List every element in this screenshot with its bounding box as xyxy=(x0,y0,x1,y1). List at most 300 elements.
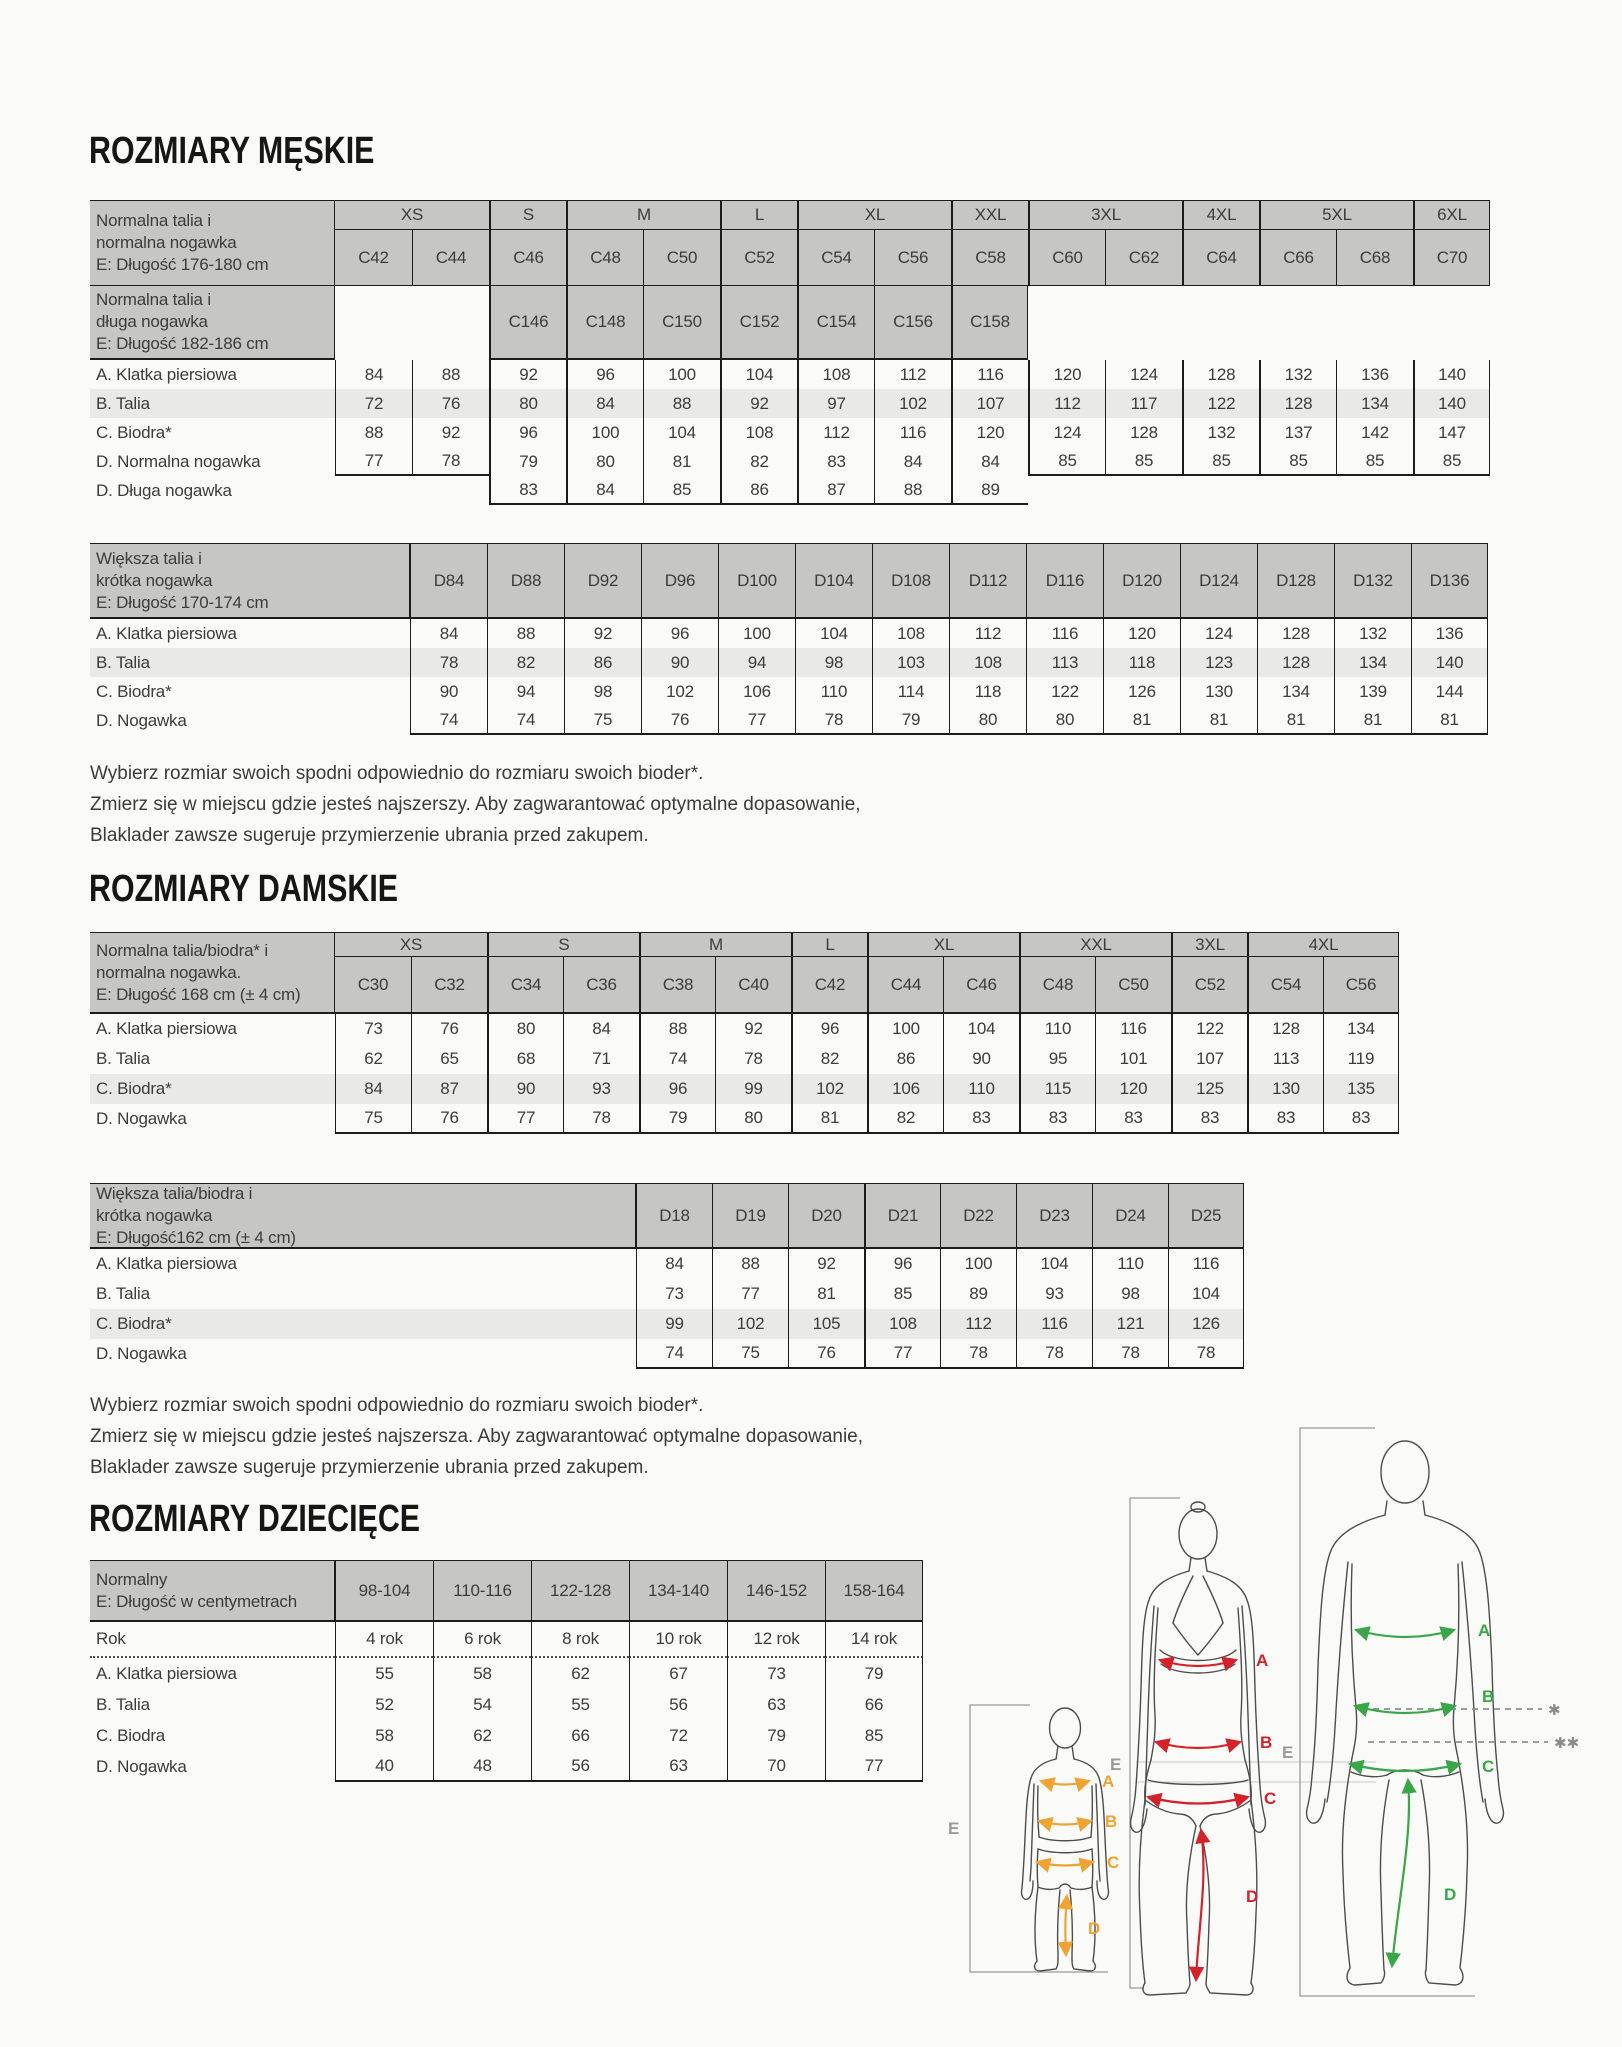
size-code: C54 xyxy=(1247,957,1323,1014)
table-header-label xyxy=(90,200,335,286)
header-label-line: Większa talia i xyxy=(96,548,202,568)
row-label: A. Klatka piersiowa xyxy=(96,364,237,384)
value-cell: 77 xyxy=(487,1104,563,1134)
value-cell: 137 xyxy=(1259,418,1336,447)
woman-hips-letter: C xyxy=(1264,1789,1277,1808)
value-cell: 76 xyxy=(412,389,489,418)
value-cell: 56 xyxy=(531,1751,629,1782)
value-cell: 73 xyxy=(636,1279,712,1309)
row-label: B. Talia xyxy=(96,1049,150,1068)
size-code: C38 xyxy=(639,957,715,1014)
size-group: XL xyxy=(797,200,951,230)
man-waist-letter: B xyxy=(1482,1687,1495,1706)
value-cell: 92 xyxy=(720,389,797,418)
value-cell: 62 xyxy=(335,1044,411,1074)
value-cell: 116 xyxy=(1095,1014,1171,1044)
path-shape xyxy=(1035,1960,1058,1971)
value-cell: 120 xyxy=(1103,619,1180,648)
size-code: C46 xyxy=(489,230,566,286)
row-label: C. Biodra* xyxy=(96,422,172,442)
size-group: S xyxy=(489,200,566,230)
note-line: Zmierz się w miejscu gdzie jesteś najszerszy. Aby zagwarantować optymalne dopasowanie, xyxy=(90,794,861,815)
value-cell: 106 xyxy=(718,677,795,706)
value-cell: 82 xyxy=(720,447,797,476)
value-cell: 108 xyxy=(797,360,874,389)
value-cell: 63 xyxy=(629,1751,727,1782)
value-cell: 81 xyxy=(791,1104,867,1134)
value-cell: 86 xyxy=(867,1044,943,1074)
value-cell: 108 xyxy=(872,619,949,648)
size-range: 98-104 xyxy=(335,1560,433,1622)
row-label: D. Nogawka xyxy=(96,1109,187,1128)
size-code: C36 xyxy=(563,957,639,1014)
value-cell: 106 xyxy=(867,1074,943,1104)
value-cell: 65 xyxy=(411,1044,487,1074)
year-cell: 4 rok xyxy=(335,1622,433,1658)
value-cell: 80 xyxy=(566,447,643,476)
value-cell: 114 xyxy=(872,677,949,706)
size-code: C56 xyxy=(874,230,951,286)
value-cell: 130 xyxy=(1247,1074,1323,1104)
table-header-label xyxy=(90,1560,335,1622)
woman-figure xyxy=(1110,1502,1276,1995)
value-cell: 84 xyxy=(563,1014,639,1044)
size-group: M xyxy=(566,200,720,230)
value-cell: 88 xyxy=(487,619,564,648)
size-code: C66 xyxy=(1259,230,1336,286)
path-shape xyxy=(1038,1837,1092,1853)
men-notes xyxy=(90,758,1290,851)
value-cell: 107 xyxy=(951,389,1028,418)
size-code: D84 xyxy=(410,543,487,619)
empty-cell xyxy=(1413,476,1490,505)
header-label-line: E: Długość 182-186 cm xyxy=(96,334,269,353)
value-cell: 82 xyxy=(791,1044,867,1074)
value-cell: 83 xyxy=(943,1104,1019,1134)
path-shape xyxy=(1131,1571,1189,1832)
table-header-label xyxy=(90,932,335,1014)
value-cell: 136 xyxy=(1336,360,1413,389)
row-label: A. Klatka piersiowa xyxy=(96,1663,237,1683)
size-code: C60 xyxy=(1028,230,1105,286)
man-measure-arrows xyxy=(1350,1630,1460,1966)
size-code: C62 xyxy=(1105,230,1182,286)
value-cell: 94 xyxy=(718,648,795,677)
value-cell: 125 xyxy=(1171,1074,1247,1104)
value-cell: 108 xyxy=(949,648,1026,677)
value-cell: 67 xyxy=(629,1658,727,1689)
value-cell: 101 xyxy=(1095,1044,1171,1074)
value-cell: 78 xyxy=(412,447,489,476)
size-group: XL xyxy=(867,932,1019,957)
value-cell: 66 xyxy=(825,1689,923,1720)
size-group: 6XL xyxy=(1413,200,1490,230)
value-cell: 54 xyxy=(433,1689,531,1720)
size-range: 146-152 xyxy=(727,1560,825,1622)
value-cell: 92 xyxy=(715,1014,791,1044)
size-code-long: C156 xyxy=(874,286,951,360)
value-cell: 73 xyxy=(727,1658,825,1689)
size-code: C56 xyxy=(1323,957,1399,1014)
value-cell: 144 xyxy=(1411,677,1488,706)
value-cell: 94 xyxy=(487,677,564,706)
footnote-dashed-lines xyxy=(1362,1709,1548,1742)
value-cell: 108 xyxy=(864,1309,940,1339)
child-chest-letter: A xyxy=(1102,1772,1115,1791)
value-cell: 55 xyxy=(335,1658,433,1689)
size-range: 158-164 xyxy=(825,1560,923,1622)
value-cell: 102 xyxy=(874,389,951,418)
value-cell: 84 xyxy=(335,360,412,389)
value-cell: 85 xyxy=(1259,447,1336,476)
path-shape xyxy=(1039,1821,1091,1825)
table-header-label xyxy=(90,543,410,619)
size-code: C42 xyxy=(791,957,867,1014)
value-cell: 100 xyxy=(867,1014,943,1044)
value-cell: 85 xyxy=(1028,447,1105,476)
value-cell: 89 xyxy=(951,476,1028,505)
men-normal-waist-table xyxy=(90,200,1490,505)
women-larger-waist-table xyxy=(90,1183,1244,1369)
value-cell: 110 xyxy=(1092,1249,1168,1279)
value-cell: 96 xyxy=(864,1249,940,1279)
size-group: 5XL xyxy=(1259,200,1413,230)
value-cell: 140 xyxy=(1413,389,1490,418)
path-shape xyxy=(1038,1884,1092,1889)
path-shape xyxy=(1143,1983,1190,1995)
double-asterisk-mark: ✱✱ xyxy=(1554,1735,1580,1752)
size-code-long: C152 xyxy=(720,286,797,360)
value-cell: 79 xyxy=(825,1658,923,1689)
value-cell: 116 xyxy=(1026,619,1103,648)
man-figure xyxy=(1282,1441,1579,1985)
value-cell: 78 xyxy=(1016,1339,1092,1369)
value-cell: 98 xyxy=(564,677,641,706)
size-code: D19 xyxy=(712,1183,788,1249)
value-cell: 92 xyxy=(412,418,489,447)
value-cell: 82 xyxy=(487,648,564,677)
value-cell: 142 xyxy=(1336,418,1413,447)
size-group: 4XL xyxy=(1182,200,1259,230)
value-cell: 147 xyxy=(1413,418,1490,447)
row-label: C. Biodra* xyxy=(96,681,172,701)
size-code: C50 xyxy=(1095,957,1171,1014)
size-code: C68 xyxy=(1336,230,1413,286)
value-cell: 119 xyxy=(1323,1044,1399,1074)
value-cell: 93 xyxy=(1016,1279,1092,1309)
value-cell: 130 xyxy=(1180,677,1257,706)
path-shape xyxy=(1160,1650,1236,1673)
path-shape xyxy=(1156,1742,1240,1748)
value-cell: 77 xyxy=(825,1751,923,1782)
path-shape xyxy=(1425,1968,1463,1985)
path-shape xyxy=(1351,1772,1459,1777)
size-code: D120 xyxy=(1103,543,1180,619)
woman-leg-letter: D xyxy=(1246,1887,1259,1906)
path-shape xyxy=(1072,1960,1095,1971)
path-shape xyxy=(1037,1862,1093,1866)
value-cell: 112 xyxy=(797,418,874,447)
value-cell: 132 xyxy=(1182,418,1259,447)
size-code: D136 xyxy=(1411,543,1488,619)
value-cell: 140 xyxy=(1411,648,1488,677)
value-cell: 136 xyxy=(1411,619,1488,648)
size-code: C44 xyxy=(412,230,489,286)
value-cell: 88 xyxy=(639,1014,715,1044)
value-cell: 81 xyxy=(1257,706,1334,735)
value-cell: 105 xyxy=(788,1309,864,1339)
size-code: D24 xyxy=(1092,1183,1168,1249)
value-cell: 132 xyxy=(1259,360,1336,389)
value-cell: 78 xyxy=(940,1339,1016,1369)
value-cell: 84 xyxy=(636,1249,712,1279)
path-shape xyxy=(1145,1606,1251,1805)
size-code: D112 xyxy=(949,543,1026,619)
value-cell: 99 xyxy=(715,1074,791,1104)
value-cell: 110 xyxy=(1019,1014,1095,1044)
row-label: C. Biodra xyxy=(96,1725,166,1745)
size-code-long: C158 xyxy=(951,286,1028,360)
value-cell: 103 xyxy=(872,648,949,677)
value-cell: 100 xyxy=(940,1249,1016,1279)
row-label: C. Biodra* xyxy=(90,1074,335,1104)
value-cell: 78 xyxy=(715,1044,791,1074)
size-group: XS xyxy=(335,200,489,230)
value-cell: 84 xyxy=(410,619,487,648)
path-shape xyxy=(1350,1764,1460,1771)
size-group: XXL xyxy=(1019,932,1171,957)
value-cell: 88 xyxy=(874,476,951,505)
value-cell: 87 xyxy=(797,476,874,505)
value-cell: 128 xyxy=(1259,389,1336,418)
value-cell: 77 xyxy=(718,706,795,735)
empty-cell xyxy=(1182,476,1259,505)
value-cell: 88 xyxy=(643,389,720,418)
path-shape xyxy=(1206,1983,1253,1995)
value-cell: 93 xyxy=(563,1074,639,1104)
woman-height-bracket xyxy=(1130,1498,1180,1988)
size-code: C40 xyxy=(715,957,791,1014)
header-label-line: E: Długość 170-174 cm xyxy=(96,592,269,612)
value-cell: 81 xyxy=(643,447,720,476)
empty-cell xyxy=(1105,476,1182,505)
value-cell: 87 xyxy=(411,1074,487,1104)
empty-cell xyxy=(335,476,412,505)
size-code-long: C150 xyxy=(643,286,720,360)
size-code-long: C148 xyxy=(566,286,643,360)
row-label: D. Nogawka xyxy=(96,1756,187,1776)
size-group: L xyxy=(720,200,797,230)
size-code-long: C146 xyxy=(489,286,566,360)
man-height-letter: E xyxy=(1282,1743,1294,1762)
header-label-line: E: Długość 168 cm (± 4 cm) xyxy=(96,984,301,1004)
value-cell: 80 xyxy=(949,706,1026,735)
value-cell: 88 xyxy=(412,360,489,389)
row-label: D. Długa nogawka xyxy=(96,480,232,500)
value-cell: 90 xyxy=(410,677,487,706)
note-line: Blaklader zawsze sugeruje przymierzenie ubrania przed zakupem. xyxy=(90,825,649,846)
value-cell: 79 xyxy=(639,1104,715,1134)
path-shape xyxy=(1151,1608,1245,1760)
value-cell: 62 xyxy=(433,1720,531,1751)
value-cell: 116 xyxy=(951,360,1028,389)
value-cell: 83 xyxy=(489,476,566,505)
value-cell: 112 xyxy=(874,360,951,389)
header-label-line: Większa talia/biodra i xyxy=(96,1183,253,1203)
man-chest-letter: A xyxy=(1478,1621,1491,1640)
header-label-line: normalna nogawka xyxy=(96,233,237,252)
value-cell: 123 xyxy=(1180,648,1257,677)
value-cell: 85 xyxy=(643,476,720,505)
value-cell: 96 xyxy=(489,418,566,447)
row-label: B. Talia xyxy=(90,648,410,677)
path-shape xyxy=(1351,1564,1459,1758)
value-cell: 79 xyxy=(489,447,566,476)
note-line: Wybierz rozmiar swoich spodni odpowiednio do rozmiaru swoich bioder*. xyxy=(90,1395,704,1416)
value-cell: 100 xyxy=(643,360,720,389)
value-cell: 134 xyxy=(1336,389,1413,418)
child-leg-letter: D xyxy=(1088,1919,1101,1938)
path-shape xyxy=(1356,1630,1454,1637)
value-cell: 71 xyxy=(563,1044,639,1074)
woman-waist-letter: B xyxy=(1260,1733,1273,1752)
value-cell: 104 xyxy=(643,418,720,447)
row-label: D. Nogawka xyxy=(96,1344,187,1363)
value-cell: 120 xyxy=(1095,1074,1171,1104)
size-group: 3XL xyxy=(1028,200,1182,230)
value-cell: 128 xyxy=(1247,1014,1323,1044)
value-cell: 52 xyxy=(335,1689,433,1720)
hip-reference-lines xyxy=(1136,1762,1376,1782)
header-label-line: krótka nogawka xyxy=(96,1205,213,1225)
size-range: 110-116 xyxy=(433,1560,531,1622)
size-code: C64 xyxy=(1182,230,1259,286)
value-cell: 97 xyxy=(797,389,874,418)
header-label-line: Normalna talia i xyxy=(96,211,211,230)
size-code: C50 xyxy=(643,230,720,286)
value-cell: 100 xyxy=(718,619,795,648)
size-code: C58 xyxy=(951,230,1028,286)
size-group: XXL xyxy=(951,200,1028,230)
value-cell: 85 xyxy=(1182,447,1259,476)
header-label-line: Normalny xyxy=(96,1569,168,1589)
path-shape xyxy=(1035,1887,1060,1961)
size-code: D23 xyxy=(1016,1183,1092,1249)
size-group: L xyxy=(791,932,867,957)
value-cell: 48 xyxy=(433,1751,531,1782)
value-cell: 124 xyxy=(1105,360,1182,389)
size-group: 3XL xyxy=(1171,932,1247,957)
value-cell: 128 xyxy=(1105,418,1182,447)
value-cell: 75 xyxy=(335,1104,411,1134)
path-shape xyxy=(1139,1800,1196,1984)
value-cell: 83 xyxy=(1019,1104,1095,1134)
value-cell: 83 xyxy=(797,447,874,476)
size-code: D92 xyxy=(564,543,641,619)
value-cell: 126 xyxy=(1103,677,1180,706)
size-code: D116 xyxy=(1026,543,1103,619)
value-cell: 79 xyxy=(727,1720,825,1751)
path-shape xyxy=(1145,1760,1252,1800)
size-code: C44 xyxy=(867,957,943,1014)
value-cell: 113 xyxy=(1247,1044,1323,1074)
path-shape xyxy=(1173,1576,1223,1623)
value-cell: 74 xyxy=(639,1044,715,1074)
path-shape xyxy=(1347,1968,1385,1985)
value-cell: 115 xyxy=(1019,1074,1095,1104)
value-cell: 40 xyxy=(335,1751,433,1782)
header-label-line: E: Długość 176-180 cm xyxy=(96,255,269,274)
path-shape xyxy=(1421,1758,1468,1970)
row-label: C. Biodra* xyxy=(90,1309,636,1339)
size-code: D18 xyxy=(636,1183,712,1249)
size-code: D132 xyxy=(1334,543,1411,619)
value-cell: 120 xyxy=(951,418,1028,447)
value-cell: 79 xyxy=(872,706,949,735)
empty-cell xyxy=(1259,476,1336,505)
path-shape xyxy=(1342,1758,1389,1970)
value-cell: 96 xyxy=(791,1014,867,1044)
value-cell: 78 xyxy=(795,706,872,735)
path-shape xyxy=(1038,1786,1093,1837)
path-shape xyxy=(1207,1571,1265,1832)
value-cell: 74 xyxy=(410,706,487,735)
year-cell: 12 rok xyxy=(727,1622,825,1658)
value-cell: 128 xyxy=(1182,360,1259,389)
man-leg-letter: D xyxy=(1444,1885,1457,1904)
value-cell: 113 xyxy=(1026,648,1103,677)
value-cell: 128 xyxy=(1257,648,1334,677)
value-cell: 83 xyxy=(1247,1104,1323,1134)
value-cell: 104 xyxy=(795,619,872,648)
size-code: D108 xyxy=(872,543,949,619)
value-cell: 102 xyxy=(712,1309,788,1339)
child-height-letter: E xyxy=(948,1819,960,1838)
row-label: B. Talia xyxy=(90,389,335,418)
value-cell: 122 xyxy=(1026,677,1103,706)
value-cell: 83 xyxy=(1095,1104,1171,1134)
value-cell: 104 xyxy=(1016,1249,1092,1279)
row-label: D. Nogawka xyxy=(96,710,187,730)
value-cell: 80 xyxy=(1026,706,1103,735)
empty-cell xyxy=(1028,476,1105,505)
child-measure-arrows xyxy=(1037,1781,1093,1955)
row-label: B. Talia xyxy=(96,1284,150,1303)
size-code: D104 xyxy=(795,543,872,619)
value-cell: 116 xyxy=(1016,1309,1092,1339)
value-cell: 96 xyxy=(566,360,643,389)
value-cell: 83 xyxy=(1171,1104,1247,1134)
row-label: A. Klatka piersiowa xyxy=(96,623,237,643)
header-label-line: normalna nogawka. xyxy=(96,962,241,982)
value-cell: 117 xyxy=(1105,389,1182,418)
child-waist-letter: B xyxy=(1105,1812,1118,1831)
path-shape xyxy=(1196,1830,1203,1980)
value-cell: 135 xyxy=(1323,1074,1399,1104)
value-cell: 80 xyxy=(489,389,566,418)
row-label: A. Klatka piersiowa xyxy=(96,1019,237,1038)
year-cell: 6 rok xyxy=(433,1622,531,1658)
value-cell: 102 xyxy=(791,1074,867,1104)
value-cell: 98 xyxy=(1092,1279,1168,1309)
value-cell: 84 xyxy=(566,389,643,418)
size-group: S xyxy=(487,932,639,957)
value-cell: 140 xyxy=(1413,360,1490,389)
size-range: 134-140 xyxy=(629,1560,727,1622)
value-cell: 84 xyxy=(335,1074,411,1104)
value-cell: 98 xyxy=(795,648,872,677)
size-code-long: C154 xyxy=(797,286,874,360)
